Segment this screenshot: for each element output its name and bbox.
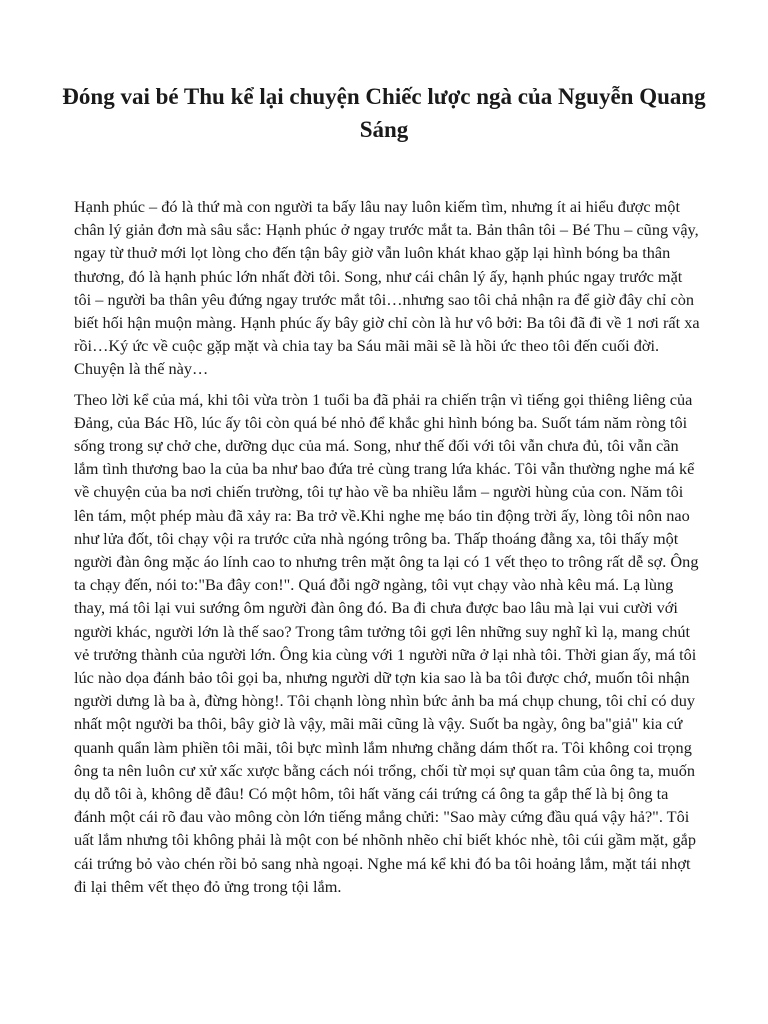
document-body xyxy=(74,195,702,905)
page-title: Đóng vai bé Thu kể lại chuyện Chiếc lược ngà của Nguyễn Quang Sáng xyxy=(62,84,706,142)
paragraph-intro: Hạnh phúc – đó là thứ mà con người ta bấy lâu nay luôn kiếm tìm, nhưng ít ai hiểu được một chân lý giản đơn mà sâu sắc: Hạnh phúc ở ngay trước mắt ta. Bản thân tôi – Bé Thu – cũng vậy, ngay từ thuở mới lọt lòng cho đến tận bây giờ vẫn luôn khát khao gặp lại hình bóng ba thân thương, đó là hạnh phúc lớn nhất đời tôi. Song, như cái chân lý ấy, hạnh phúc ngay trước mặt tôi – người ba thân yêu đứng ngay trước mắt tôi…nhưng sao tôi chả nhận ra để giờ đây chỉ còn biết hối hận muộn màng. Hạnh phúc ấy bây giờ chỉ còn là hư vô bởi: Ba tôi đã đi về 1 nơi rất xa rồi…Ký ức về cuộc gặp mặt và chia tay ba Sáu mãi mãi sẽ là hồi ức theo tôi đến cuối đời. Chuyện là thế này… xyxy=(74,197,700,379)
paragraph-story: Theo lời kể của má, khi tôi vừa tròn 1 tuổi ba đã phải ra chiến trận vì tiếng gọi thiêng liêng của Đảng, của Bác Hồ, lúc ấy tôi còn quá bé nhỏ để khắc ghi hình bóng ba. Suốt tám năm ròng tôi sống trong sự chở che, dưỡng dục của má. Song, như thế đối với tôi vẫn chưa đủ, tôi vẫn cần lắm tình thương bao la của ba như bao đứa trẻ cùng trang lứa khác. Tôi vẫn thường nghe má kể về chuyện của ba nơi chiến trường, tôi tự hào về ba nhiều lắm – người hùng của con. Năm tôi lên tám, một phép màu đã xảy ra: Ba trở về.Khi nghe mẹ báo tin động trời ấy, lòng tôi nôn nao như lửa đốt, tôi chạy vội ra trước cửa nhà ngóng trông ba. Thấp thoáng đằng xa, tôi thấy một người đàn ông mặc áo lính cao to nhưng trên mặt ông ta lại có 1 vết thẹo to trông rất dễ sợ. Ông ta chạy đến, nói to:"Ba đây con!". Quá đỗi ngỡ ngàng, tôi vụt chạy vào nhà kêu má. Lạ lùng thay, má tôi lại vui sướng ôm người đàn ông đó. Ba đi chưa được bao lâu mà lại vui cười với người khác, người lớn là thế sao? Trong tâm tưởng tôi gợi lên những suy nghĩ kì lạ, mang chút vẻ trưởng thành của người lớn. Ông kia cùng với 1 người nữa ở lại nhà tôi. Thời gian ấy, má tôi lúc nào dọa đánh bảo tôi gọi ba, nhưng người dữ tợn kia sao là ba tôi được chớ, muốn tôi nhận người dưng là ba à, đừng hòng!. Tôi chạnh lòng nhìn bức ảnh ba má chụp chung, tôi chỉ có duy nhất một người ba thôi, bây giờ là vậy, mãi mãi cũng là vậy. Suốt ba ngày, ông ba"giả" kia cứ quanh quẩn làm phiền tôi mãi, tôi bực mình lắm nhưng chẳng dám thốt ra. Tôi không coi trọng ông ta nên luôn cư xử xấc xược bằng cách nói trổng, chối từ mọi sự quan tâm của ông ta, muốn dụ dỗ tôi à, không dễ đâu! Có một hôm, tôi hất văng cái trứng cá ông ta gắp thế là bị ông ta đánh một cái rõ đau vào mông còn lớn tiếng mắng chửi: "Sao mày cứng đầu quá vậy hả?". Tôi uất lắm nhưng tôi không phải là một con bé nhõnh nhẽo chỉ biết khóc nhè, tôi cúi gầm mặt, gắp cái trứng bỏ vào chén rồi bỏ sang nhà ngoại. Nghe má kể khi đó ba tôi hoảng lắm, mặt tái nhợt đi lại thêm vết thẹo đỏ ửng trong tội lắm. xyxy=(74,389,699,896)
